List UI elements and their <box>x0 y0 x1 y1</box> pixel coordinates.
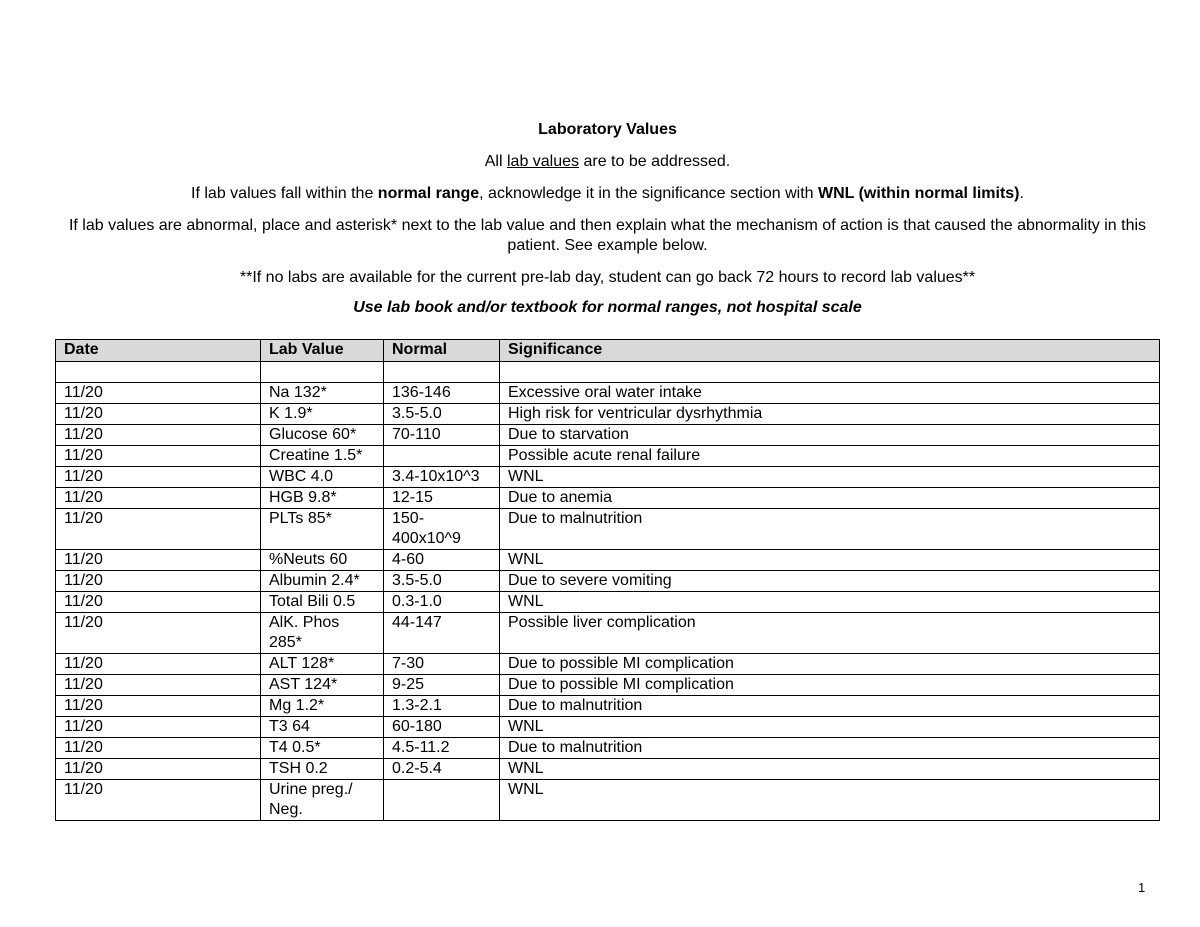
table-row <box>56 383 1160 404</box>
date-cell: 11/20 <box>56 717 261 738</box>
date-cell: 11/20 <box>56 550 261 571</box>
normal-cell: 1.3-2.1 <box>384 696 500 717</box>
significance-cell: Due to starvation <box>500 425 1160 446</box>
normal-cell <box>384 780 500 821</box>
date-cell: 11/20 <box>56 738 261 759</box>
table-row <box>56 488 1160 509</box>
instruction-line-2 <box>55 184 1160 204</box>
normal-cell: 4.5-11.2 <box>384 738 500 759</box>
date-cell: 11/20 <box>56 759 261 780</box>
line1-pre: All <box>484 153 507 170</box>
date-cell: 11/20 <box>56 654 261 675</box>
line2-post: . <box>1019 185 1024 202</box>
column-header-normal: Normal <box>384 340 500 362</box>
significance-cell <box>500 362 1160 383</box>
normal-cell: 3.5-5.0 <box>384 571 500 592</box>
table-row <box>56 696 1160 717</box>
column-header-date: Date <box>56 340 261 362</box>
significance-cell: Due to malnutrition <box>500 738 1160 759</box>
lab-value-cell: Creatine 1.5* <box>261 446 384 467</box>
significance-cell: Due to severe vomiting <box>500 571 1160 592</box>
instruction-line-1 <box>55 152 1160 172</box>
lab-value-cell: T3 64 <box>261 717 384 738</box>
significance-cell: WNL <box>500 759 1160 780</box>
date-cell: 11/20 <box>56 488 261 509</box>
table-row <box>56 613 1160 654</box>
lab-values-table <box>55 339 1160 821</box>
date-cell: 11/20 <box>56 696 261 717</box>
table-row <box>56 509 1160 550</box>
date-cell: 11/20 <box>56 425 261 446</box>
significance-cell: WNL <box>500 550 1160 571</box>
date-cell: 11/20 <box>56 446 261 467</box>
instruction-line-4: **If no labs are available for the current pre-lab day, student can go back 72 hours to record lab values** <box>239 269 976 286</box>
table-row <box>56 550 1160 571</box>
normal-cell: 136-146 <box>384 383 500 404</box>
page-number: 1 <box>1138 880 1146 895</box>
significance-cell: Due to possible MI complication <box>500 654 1160 675</box>
significance-cell: Excessive oral water intake <box>500 383 1160 404</box>
table-row <box>56 675 1160 696</box>
table-row <box>56 759 1160 780</box>
significance-cell: WNL <box>500 592 1160 613</box>
significance-cell: Possible liver complication <box>500 613 1160 654</box>
date-cell: 11/20 <box>56 571 261 592</box>
lab-value-cell: T4 0.5* <box>261 738 384 759</box>
page-title: Laboratory Values <box>538 121 677 138</box>
lab-value-cell: Total Bili 0.5 <box>261 592 384 613</box>
significance-cell: Due to malnutrition <box>500 509 1160 550</box>
column-header-lab-value: Lab Value <box>261 340 384 362</box>
significance-cell: High risk for ventricular dysrhythmia <box>500 404 1160 425</box>
normal-cell: 150-400x10^9 <box>384 509 500 550</box>
significance-cell: Possible acute renal failure <box>500 446 1160 467</box>
document-header <box>55 120 1160 318</box>
table-row <box>56 467 1160 488</box>
line1-post: are to be addressed. <box>579 153 731 170</box>
date-cell: 11/20 <box>56 780 261 821</box>
table-row <box>56 738 1160 759</box>
normal-cell <box>384 446 500 467</box>
table-row <box>56 446 1160 467</box>
normal-cell: 3.4-10x10^3 <box>384 467 500 488</box>
instruction-line-3: If lab values are abnormal, place and asterisk* next to the lab value and then explain what the mechanism of action is that caused the abnormality in this patient. See example below. <box>68 217 1147 254</box>
normal-cell: 44-147 <box>384 613 500 654</box>
date-cell: 11/20 <box>56 675 261 696</box>
date-cell: 11/20 <box>56 592 261 613</box>
date-cell: 11/20 <box>56 613 261 654</box>
table-row <box>56 592 1160 613</box>
table-header-row <box>56 340 1160 362</box>
normal-cell: 0.3-1.0 <box>384 592 500 613</box>
instruction-line-5: Use lab book and/or textbook for normal ranges, not hospital scale <box>353 299 862 316</box>
lab-value-cell: %Neuts 60 <box>261 550 384 571</box>
lab-value-cell: TSH 0.2 <box>261 759 384 780</box>
date-cell: 11/20 <box>56 467 261 488</box>
significance-cell: WNL <box>500 717 1160 738</box>
lab-value-cell: Na 132* <box>261 383 384 404</box>
normal-cell: 7-30 <box>384 654 500 675</box>
date-cell: 11/20 <box>56 404 261 425</box>
normal-cell: 3.5-5.0 <box>384 404 500 425</box>
lab-value-cell: ALT 128* <box>261 654 384 675</box>
table-row <box>56 571 1160 592</box>
lab-values-link[interactable]: lab values <box>506 153 580 170</box>
lab-value-cell: K 1.9* <box>261 404 384 425</box>
lab-value-cell: HGB 9.8* <box>261 488 384 509</box>
wnl-text: WNL (within normal limits) <box>818 185 1020 202</box>
line2-mid: , acknowledge it in the significance section with <box>479 185 819 202</box>
column-header-significance: Significance <box>500 340 1160 362</box>
table-row <box>56 362 1160 383</box>
lab-value-cell: AST 124* <box>261 675 384 696</box>
lab-value-cell: Albumin 2.4* <box>261 571 384 592</box>
normal-cell: 60-180 <box>384 717 500 738</box>
lab-value-cell: Mg 1.2* <box>261 696 384 717</box>
lab-value-cell: Glucose 60* <box>261 425 384 446</box>
lab-value-cell: WBC 4.0 <box>261 467 384 488</box>
normal-cell: 70-110 <box>384 425 500 446</box>
normal-cell: 4-60 <box>384 550 500 571</box>
lab-value-cell: PLTs 85* <box>261 509 384 550</box>
date-cell <box>56 362 261 383</box>
table-row <box>56 654 1160 675</box>
normal-cell <box>384 362 500 383</box>
lab-value-cell <box>261 362 384 383</box>
significance-cell: WNL <box>500 780 1160 821</box>
normal-cell: 0.2-5.4 <box>384 759 500 780</box>
significance-cell: Due to possible MI complication <box>500 675 1160 696</box>
normal-range-text: normal range <box>377 185 480 202</box>
table-row <box>56 717 1160 738</box>
normal-cell: 9-25 <box>384 675 500 696</box>
table-row <box>56 425 1160 446</box>
significance-cell: Due to malnutrition <box>500 696 1160 717</box>
table-row <box>56 404 1160 425</box>
line2-pre: If lab values fall within the <box>191 185 378 202</box>
significance-cell: WNL <box>500 467 1160 488</box>
date-cell: 11/20 <box>56 383 261 404</box>
lab-value-cell: Urine preg./ Neg. <box>261 780 384 821</box>
lab-value-cell: AlK. Phos 285* <box>261 613 384 654</box>
table-row <box>56 780 1160 821</box>
normal-cell: 12-15 <box>384 488 500 509</box>
date-cell: 11/20 <box>56 509 261 550</box>
significance-cell: Due to anemia <box>500 488 1160 509</box>
